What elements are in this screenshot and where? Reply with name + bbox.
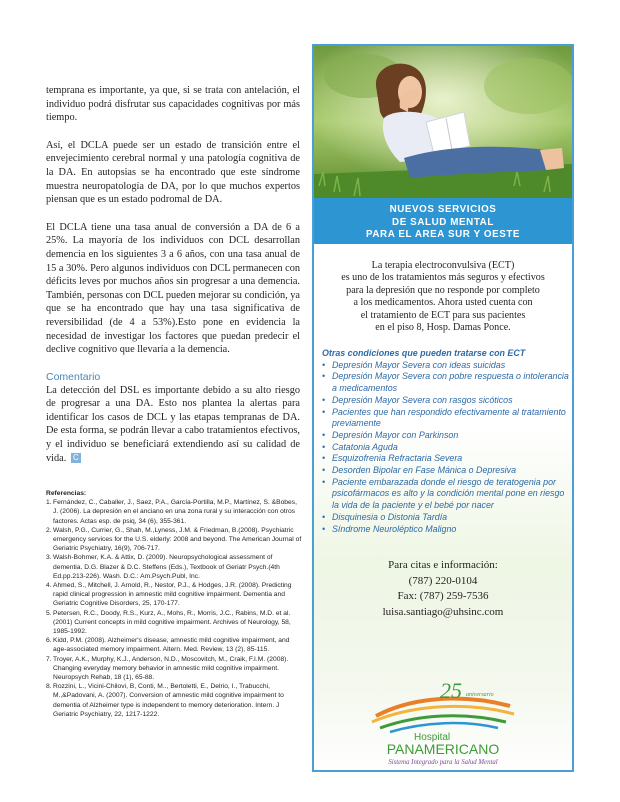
reference-text: Troyer, A.K., Murphy, K.J., Anderson, N.D., Moscovitch, M., Craik, F.I.M. (2008). Changing everyday memory behavior in amnestic mild cognitive impairment. Neuropsych Rehab, 18 (1), 65-88.: [53, 655, 289, 682]
conditions-title: Otras condiciones que pueden tratarse con ECT: [322, 348, 526, 358]
bullet-icon: •: [322, 441, 326, 452]
bullet-icon: •: [322, 394, 326, 405]
reference-text: Fernández, C., Caballer, J., Saez, P.A., García-Portilla, M.P., Martínez, S. &Bobes, J. (2006). La depresión en el anciano en una zona rural y su interacción con otros factores. Actas esp. de psiq, 34 (6), 355-361.: [53, 499, 297, 525]
hospital-logo: [314, 676, 572, 766]
condition-text: Disquinesia o Distonia Tardía: [332, 511, 448, 522]
intro-line: para la depresión que no responde por completo: [346, 284, 540, 296]
reference-item: 8. Rozzini, L., Vicini-Chilovi, B, Conti, M.., Bertoletti, E., Delrio, I., Trabucchi, M.,&Padovani, A. (2007). Conversion of amnestic mild cognitive impairment to dementia of Alzheimer type is independent to memory deterioration. Intern. J Geriatric Psychiatry, 22, 1217-1222.: [46, 682, 302, 719]
reference-item: 5. Petersen, R.C., Doody, R.S., Kurz, A., Mohs, R., Morris, J.C., Rabins, M.D. et al. (2001) Current concepts in mild cognitive impairment. Archives of Neurology, 58, 1985-1992.: [46, 609, 302, 637]
comentario-text: La detección del DSL es importante debido a su alto riesgo de progresar a una DA. Esto nos plantea la alertas para identificar los casos de DCL y las etapas tempranas de DA. De esta forma, se podrán llevar a cabo tratamientos efectivos, y el individuo se beneficiará extendiendo así su calidad de vida.: [46, 384, 300, 464]
condition-text: Pacientes que han respondido efectivamente al tratamiento previamente: [332, 406, 566, 429]
condition-item: [322, 395, 570, 407]
intro-line: a los medicamentos. Ahora usted cuenta con: [353, 297, 533, 309]
article-paragraph-3: El DCLA tiene una tasa anual de conversión a DA de 6 a 25%. La mayoría de los individuos con DCL desarrollan demencia en los siguientes 3 a 6 años, con una tasa anual de 15 a 30%. Pero algunos individuos con DCL permanecen con déficits leves por muchos años sin progresar a una demencia. También, personas con DCL pueden mejorar su condición, ya que se ha encontrado que hay una tasa significativa de reversibilidad (de 4 a 53%).Esto pone en evidencia la necesidad de investigar los factores que puedan predecir el declive cognitivo que llevaría a la demencia.: [46, 221, 300, 356]
comentario-paragraph: [46, 384, 300, 466]
condition-item: [322, 453, 570, 465]
reference-text: Walsh-Bohmer, K.A. & Attix, D. (2009). Neuropsychological assessment of dementia. D.G. Blazer & D.C. Steffens (Eds.), Textbook of Geriatr Psych.(4th Ed.pp.213-226). Wash. D.C.: Am.Psych.Publ, Inc.: [53, 554, 280, 580]
bullet-icon: •: [322, 523, 326, 534]
condition-text: Depresión Mayor Severa con ideas suicidas: [332, 359, 506, 370]
bullet-icon: •: [322, 429, 326, 440]
intro-line: en el piso 8, Hosp. Damas Ponce.: [375, 322, 511, 334]
reference-item: 3. Walsh-Bohmer, K.A. & Attix, D. (2009). Neuropsychological assessment of dementia. D.G. Blazer & D.C. Steffens (Eds.), Textbook of Geriatr Psych.(4th Ed.pp.213-226). Wash. D.C.: Am.Psych.Publ, Inc.: [46, 553, 302, 581]
comentario-heading: Comentario: [46, 370, 101, 383]
reference-text: Kidd, P.M. (2008). Alzheimer's disease, amnestic mild cognitive impairment, and age-associated memory impairment. Altern. Med. Review, 13 (2), 85-115.: [53, 637, 290, 654]
bullet-icon: •: [322, 476, 326, 487]
references-title: Referencias:: [46, 490, 87, 497]
condition-text: Paciente embarazada donde el riesgo de teratogenia por psicofármacos es alto y la condición mental pone en riesgo la vida de la paciente y el bebé por nacer: [332, 476, 565, 511]
intro-line: el tratamiento de ECT para sus pacientes: [360, 309, 526, 321]
bullet-icon: •: [322, 406, 326, 417]
conditions-list: [322, 348, 570, 535]
condition-item: [322, 407, 570, 430]
photo-illustration: [314, 46, 572, 198]
email-address: luisa.santiago@uhsinc.com: [382, 605, 504, 618]
contact-heading: Para citas e información:: [388, 559, 498, 571]
banner-line: PARA EL AREA SUR Y OESTE: [365, 229, 521, 241]
reference-item: 6. Kidd, P.M. (2008). Alzheimer's disease, amnestic mild cognitive impairment, and age-associated memory impairment. Altern. Med. Review, 13 (2), 85-115.: [46, 636, 302, 654]
condition-item: [322, 465, 570, 477]
hospital-logo-graphic: [314, 676, 572, 766]
reference-text: Ahmed, S., Mitchell, J. Arnold, R., Nestor, P.J., & Hodges, J.R. (2008). Predicting rapid clinical progression in amnestic mild cognitive impairment. Dementia and Geriatric Cognitive Disorders, 25, 170-177.: [53, 582, 292, 608]
woman-reading-photo: [314, 46, 572, 198]
condition-text: Depresión Mayor Severa con pobre respuesta o intolerancia a medicamentos: [332, 371, 569, 394]
condition-text: Desorden Bipolar en Fase Mánica o Depresiva: [332, 465, 517, 476]
bullet-icon: •: [322, 465, 326, 476]
reference-item: 1. Fernández, C., Caballer, J., Saez, P.A., García-Portilla, M.P., Martínez, S. &Bobes, J. (2006). La depresión en el anciano en una zona rural y su interacción con otros factores. Actas esp. de psiq, 34 (6), 355-361.: [46, 498, 302, 526]
banner-line: DE SALUD MENTAL: [392, 216, 494, 228]
hospital-tagline: Sistema Integrado para la Salud Mental: [388, 759, 498, 766]
reference-text: Rozzini, L., Vicini-Chilovi, B, Conti, M.., Bertoletti, E., Delrio, I., Trabucchi, M.,&Padovani, A. (2007). Conversion of amnestic mild cognitive impairment to dementia of Alzheimer type is independent to memory deterioration. Intern. J Geriatric Psychiatry, 22, 1217-1222.: [53, 683, 284, 718]
services-banner: [314, 198, 572, 244]
hospital-word: Hospital: [414, 732, 451, 743]
reference-text: Walsh, P.G., Currier, G., Shah, M.,Lyness, J.M. & Friedman, B.(2008). Psychiatric emergency services for the U.S. elderly: 2008 and beyond. The American Journal of Geriatric Psychiatry, 16(9), 706-717.: [53, 526, 302, 553]
banner-line: NUEVOS SERVICIOS: [389, 204, 497, 215]
reference-item: 4. Ahmed, S., Mitchell, J. Arnold, R., Nestor, P.J., & Hodges, J.R. (2008). Predicting rapid clinical progression in amnestic mild cognitive impairment. Dementia and Geriatric Cognitive Disorders, 25, 170-177.: [46, 581, 302, 609]
condition-text: Depresión Mayor Severa con rasgos sicóticos: [332, 394, 513, 405]
condition-item: [322, 524, 570, 536]
bullet-icon: •: [322, 359, 326, 370]
condition-item: [322, 477, 570, 512]
end-of-article-icon: C: [71, 453, 81, 463]
fax-number: Fax: (787) 259-7536: [397, 590, 489, 602]
article-paragraph-2: Así, el DCLA puede ser un estado de transición entre el envejecimiento cerebral normal y una patología cognitiva de la DA. En autopsias se ha encontrado que este síndrome muestra neuropatología de DA, por lo que muchos expertos piensan que es un estado podromal de DA.: [46, 139, 300, 206]
hospital-name: PANAMERICANO: [386, 741, 500, 757]
article-body: [46, 84, 300, 479]
condition-text: Esquizofrenia Refractaria Severa: [332, 453, 463, 464]
article-paragraph-1: temprana es importante, ya que, si se trata con antelación, el individuo podrá disfrutar sus capacidades cognitivas por más tiempo.: [46, 85, 300, 124]
bullet-icon: •: [322, 371, 326, 382]
advertisement: [312, 44, 574, 772]
contact-info: [314, 558, 572, 620]
bullet-icon: •: [322, 453, 326, 464]
condition-text: Catatonia Aguda: [332, 441, 398, 452]
intro-line: La terapia electroconvulsiva (ECT): [371, 260, 515, 271]
reference-text: Petersen, R.C., Doody, R.S., Kurz, A., Mohs, R., Morris, J.C., Rabins, M.D. et al. (2001) Current concepts in mild cognitive impairment. Archives of Neurology, 58, 1985-1992.: [53, 609, 291, 636]
condition-text: Depresión Mayor con Parkinson: [332, 429, 459, 440]
condition-item: [322, 430, 570, 442]
reference-item: 7. Troyer, A.K., Murphy, K.J., Anderson, N.D., Moscovitch, M., Craik, F.I.M. (2008). Changing everyday memory behavior in amnestic mild cognitive impairment. Neuropsych Rehab, 18 (1), 65-88.: [46, 655, 302, 683]
condition-item: [322, 360, 570, 372]
phone-number: (787) 220-0104: [408, 574, 478, 587]
reference-item: 2. Walsh, P.G., Currier, G., Shah, M.,Lyness, J.M. & Friedman, B.(2008). Psychiatric emergency services for the U.S. elderly: 2008 and beyond. The American Journal of Geriatric Psychiatry, 16(9), 706-717.: [46, 526, 302, 553]
ect-intro: [320, 260, 566, 334]
anniversary-text: aniversario: [466, 692, 494, 698]
references: [46, 489, 302, 719]
bullet-icon: •: [322, 511, 326, 522]
condition-text: Síndrome Neuroléptico Maligno: [332, 523, 457, 534]
condition-item: [322, 371, 570, 394]
anniversary-number: 25: [440, 678, 462, 703]
condition-item: [322, 512, 570, 524]
intro-line: es uno de los tratamientos más seguros y efectivos: [341, 272, 545, 284]
condition-item: [322, 442, 570, 454]
